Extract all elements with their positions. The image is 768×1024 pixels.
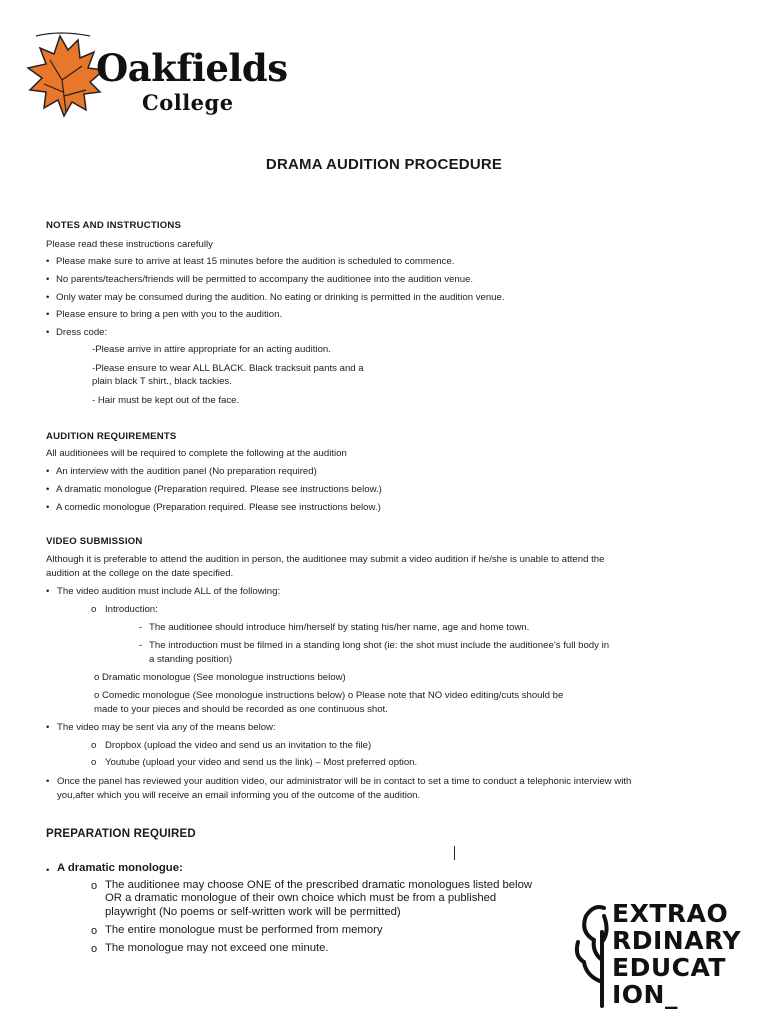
leaf-icon [28,36,104,116]
video-introduction-label: Introduction: [105,604,158,615]
bullet-icon: • [46,309,50,320]
dress-code-line-4: - Hair must be kept out of the face. [92,395,240,406]
badge-line-3: EDUCAT [612,953,726,982]
video-review-line-1: Once the panel has reviewed your audition video, our administrator will be in contact to set a time to conduct a telephonic interview with [57,776,632,787]
tree-icon [572,902,612,1008]
video-intro-line-1: Although it is preferable to attend the audition in person, the auditionee may submit a video audition if he/she is unable to attend the [46,554,605,565]
preparation-point-1-cont-2: playwright (No poems or self-written work will be permitted) [105,906,401,918]
video-review-line-2: you,after which you will receive an email informing you of the outcome of the audition. [57,790,421,801]
bullet-icon: • [46,502,50,513]
notes-item-5: Dress code: [56,327,108,338]
text-cursor [454,846,455,860]
dress-code-line-2: -Please ensure to wear ALL BLACK. Black tracksuit pants and a [92,363,364,374]
bullet-icon: • [46,484,50,495]
notes-heading: NOTES AND INSTRUCTIONS [46,220,182,231]
notes-item-1: Please make sure to arrive at least 15 minutes before the audition is scheduled to commence. [56,256,455,267]
bullet-icon: • [46,722,50,733]
preparation-point-1: The auditionee may choose ONE of the prescribed dramatic monologues listed below [105,879,533,891]
badge-line-2: RDINARY [612,926,742,955]
preparation-point-1-cont: OR a dramatic monologue of their own choice which must be from a published [105,892,497,904]
logo-text-college: College [142,90,234,115]
bullet-icon: • [46,327,50,338]
sub-bullet-icon: o [91,880,98,892]
requirements-item-2: A dramatic monologue (Preparation required. Please see instructions below.) [56,484,382,495]
video-intro-point-3: a standing position) [149,654,233,665]
video-sent-via: The video may be sent via any of the means below: [57,722,276,733]
requirements-item-1: An interview with the audition panel (No preparation required) [56,466,317,477]
badge-line-1: EXTRAO [612,899,729,928]
sub-bullet-icon: o [91,757,97,768]
video-comedic-line-1: o Comedic monologue (See monologue instructions below) o Please note that NO video editing/cuts should be [94,690,564,701]
requirements-intro: All auditionees will be required to complete the following at the audition [46,448,347,459]
bullet-icon: • [46,466,50,477]
notes-item-2: No parents/teachers/friends will be permitted to accompany the auditionee into the audition venue. [56,274,474,285]
sub-bullet-icon: o [91,740,97,751]
page-title: DRAMA AUDITION PROCEDURE [265,156,503,173]
dash-icon: - [139,640,143,651]
dash-icon: - [139,622,143,633]
video-heading: VIDEO SUBMISSION [46,536,143,547]
sub-bullet-icon: o [91,604,97,615]
notes-item-4: Please ensure to bring a pen with you to the audition. [56,309,283,320]
video-comedic-line-2: made to your pieces and should be recorded as one continuous shot. [94,704,388,715]
bullet-icon: • [46,292,50,303]
video-intro-line-2: audition at the college on the date specified. [46,568,234,579]
video-means-youtube: Youtube (upload your video and send us the link) – Most preferred option. [105,757,418,768]
dress-code-line-3: plain black T shirt., black tackies. [92,376,232,387]
bullet-icon: • [46,865,50,876]
bullet-icon: • [46,776,50,787]
requirements-item-3: A comedic monologue (Preparation required. Please see instructions below.) [56,502,381,513]
video-intro-point-2: The introduction must be filmed in a standing long shot (ie: the shot must include the auditionee’s full body in [149,640,610,651]
badge-line-4: ION_ [612,980,678,1009]
preparation-point-3: The monologue may not exceed one minute. [105,942,329,954]
notes-item-3: Only water may be consumed during the audition. No eating or drinking is permitted in the audition venue. [56,292,505,303]
bullet-icon: • [46,586,50,597]
notes-intro: Please read these instructions carefully [46,239,213,250]
sub-bullet-icon: o [91,943,98,955]
video-means-dropbox: Dropbox (upload the video and send us an invitation to the file) [105,740,372,751]
video-intro-point-1: The auditionee should introduce him/herself by stating his/her name, age and home town. [149,622,530,633]
bullet-icon: • [46,256,50,267]
requirements-heading: AUDITION REQUIREMENTS [46,431,177,442]
dress-code-line-1: -Please arrive in attire appropriate for an acting audition. [92,344,331,355]
preparation-point-2: The entire monologue must be performed from memory [105,924,383,936]
preparation-dramatic-label: A dramatic monologue: [57,862,183,874]
extraordinary-education-badge [572,900,752,1010]
video-must-include: The video audition must include ALL of the following: [57,586,281,597]
sub-bullet-icon: o [91,925,98,937]
preparation-heading: PREPARATION REQUIRED [46,828,196,840]
video-dramatic-item: o Dramatic monologue (See monologue instructions below) [94,672,346,683]
logo-text-oakfields: Oakfields [96,46,288,90]
bullet-icon: • [46,274,50,285]
